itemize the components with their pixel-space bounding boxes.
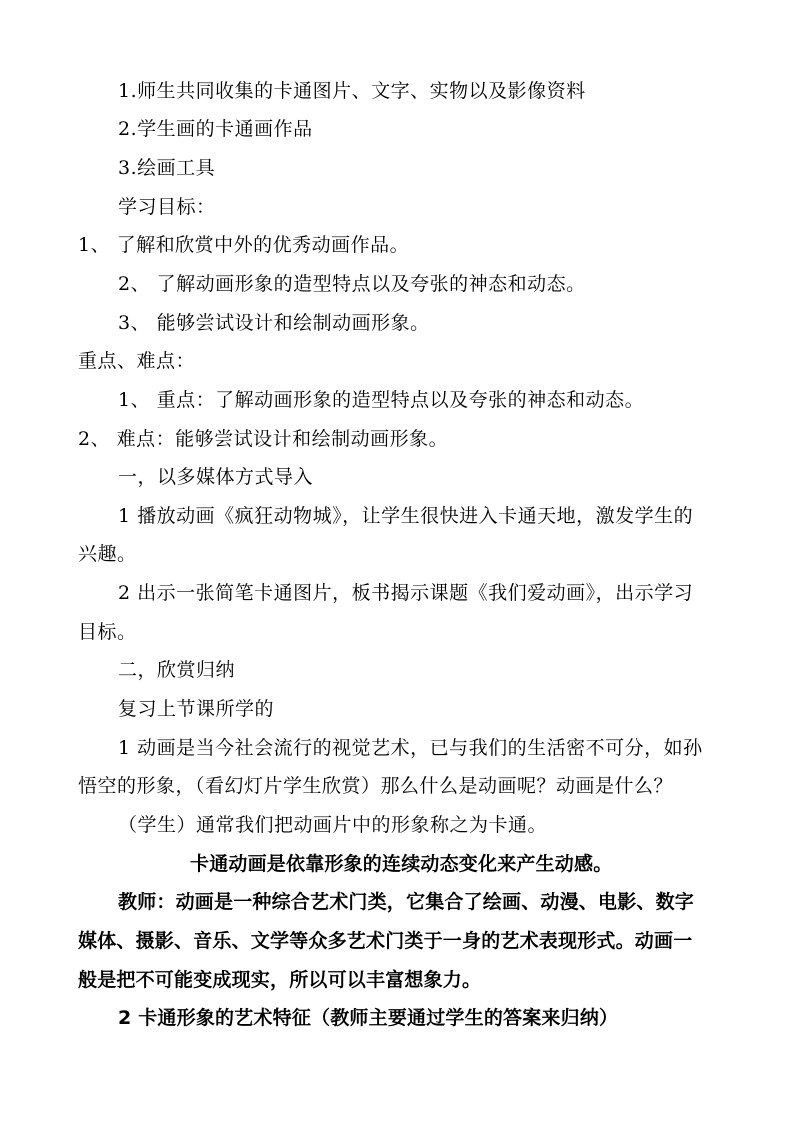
text-line: 3、 能够尝试设计和绘制动画形象。 bbox=[118, 312, 430, 334]
text-line: 2、 难点：能够尝试设计和绘制动画形象。 bbox=[78, 428, 449, 450]
text-line: 3.绘画工具 bbox=[118, 157, 216, 179]
text-line: 学习目标： bbox=[118, 196, 216, 218]
text-line: 1 播放动画《疯狂动物城》，让学生很快进入卡通天地，激发学生的 bbox=[118, 505, 694, 527]
text-line: 一，以多媒体方式导入 bbox=[118, 466, 314, 488]
text-line: 1 动画是当今社会流行的视觉艺术，已与我们的生活密不可分，如孙 bbox=[118, 737, 703, 759]
text-line: 复习上节课所学的 bbox=[118, 698, 275, 720]
text-line-bold: 媒体、摄影、音乐、文学等众多艺术门类于一身的艺术表现形式。动画一 bbox=[78, 930, 693, 952]
text-line-bold: 般是把不可能变成现实，所以可以丰富想象力。 bbox=[78, 969, 482, 991]
text-line: 悟空的形象，（看幻灯片学生欣赏）那么什么是动画呢？动画是什么？ bbox=[78, 775, 674, 797]
text-line: 2 出示一张简笔卡通图片，板书揭示课题《我们爱动画》，出示学习 bbox=[118, 582, 694, 604]
text-line: 目标。 bbox=[78, 621, 137, 643]
text-line: 2、 了解动画形象的造型特点以及夸张的神态和动态。 bbox=[118, 273, 586, 295]
text-line-bold: 卡通动画是依靠形象的连续动态变化来产生动感。 bbox=[190, 853, 613, 875]
text-line: 兴趣。 bbox=[78, 543, 137, 565]
text-line: 1、 重点：了解动画形象的造型特点以及夸张的神态和动态。 bbox=[118, 389, 645, 411]
text-line: 2.学生画的卡通画作品 bbox=[118, 118, 313, 140]
text-line-bold: 教师：动画是一种综合艺术门类，它集合了绘画、动漫、电影、数字 bbox=[118, 891, 695, 913]
text-line: 1、 了解和欣赏中外的优秀动画作品。 bbox=[78, 234, 410, 256]
text-line: （学生）通常我们把动画片中的形象称之为卡通。 bbox=[118, 814, 548, 836]
text-line-bold: 2 卡通形象的艺术特征（教师主要通过学生的答案来归纳） bbox=[118, 1007, 619, 1029]
text-line: 重点、难点： bbox=[78, 350, 196, 372]
text-line: 二，欣赏归纳 bbox=[118, 659, 236, 681]
text-line: 1.师生共同收集的卡通图片、文字、实物以及影像资料 bbox=[118, 80, 586, 102]
